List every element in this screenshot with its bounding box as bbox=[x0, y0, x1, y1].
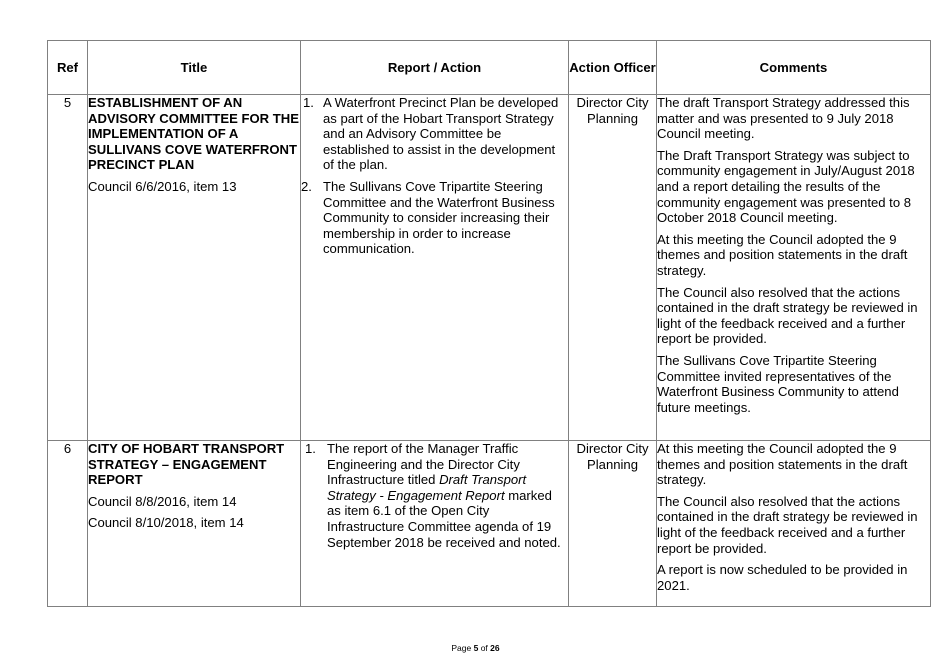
row-ref: 6 bbox=[48, 441, 88, 607]
row-comments bbox=[657, 95, 931, 441]
footer-page-number: 5 bbox=[473, 643, 479, 653]
table-row bbox=[48, 441, 931, 607]
action-text: The Sullivans Cove Tripartite Steering Committee and the Waterfront Business Community to consider increasing their membership in order to increase communication. bbox=[323, 178, 555, 257]
action-text-start: The report of the Manager Traffic Engineering and the Director City Infrastructure titled bbox=[327, 441, 520, 488]
action-number: 1. bbox=[303, 95, 314, 110]
row-action-officer: Director City Planning bbox=[569, 95, 657, 441]
table-row bbox=[48, 95, 931, 441]
row-title-cell bbox=[88, 95, 301, 441]
header-comments: Comments bbox=[657, 41, 931, 95]
action-number: 1. bbox=[305, 441, 316, 456]
row-comments bbox=[657, 441, 931, 607]
comment-paragraph: A report is now scheduled to be provided in 2021. bbox=[657, 562, 908, 593]
comment-paragraph: The Draft Transport Strategy was subject to community engagement in July/August 2018 and a report detailing the results of the community engagement was presented to 8 October 2018 Council meeting. bbox=[657, 147, 915, 226]
council-meeting-reference: Council 6/6/2016, item 13 bbox=[88, 178, 237, 194]
header-title: Title bbox=[88, 41, 301, 95]
comment-paragraph: At this meeting the Council adopted the 9 themes and position statements in the draft strategy. bbox=[657, 231, 908, 278]
action-item bbox=[301, 179, 568, 257]
footer-page-prefix: Page bbox=[451, 643, 474, 653]
row-ref: 5 bbox=[48, 95, 88, 441]
action-item bbox=[301, 441, 568, 550]
row-title-cell bbox=[88, 441, 301, 607]
action-items-table bbox=[47, 40, 931, 607]
comment-paragraph: The Sullivans Cove Tripartite Steering Committee invited representatives of the Waterfront Business Community to attend future meetings. bbox=[657, 352, 899, 415]
row-action-officer: Director City Planning bbox=[569, 441, 657, 607]
row-title: ESTABLISHMENT OF AN ADVISORY COMMITTEE FOR THE IMPLEMENTATION OF A SULLIVANS COVE WATERFRONT PRECINCT PLAN bbox=[88, 95, 299, 173]
row-report-action bbox=[301, 95, 569, 441]
comment-paragraph: The Council also resolved that the actions contained in the draft strategy be reviewed in light of the feedback received and a further report be provided. bbox=[657, 284, 918, 347]
table-header-row bbox=[48, 41, 931, 95]
action-text bbox=[327, 441, 568, 550]
comment-paragraph: At this meeting the Council adopted the 9 themes and position statements in the draft strategy. bbox=[657, 441, 908, 488]
header-action-officer: Action Officer bbox=[569, 41, 657, 95]
comment-paragraph: The Council also resolved that the actions contained in the draft strategy be reviewed in light of the feedback received and a further report be provided. bbox=[657, 493, 918, 556]
row-title: CITY OF HOBART TRANSPORT STRATEGY – ENGAGEMENT REPORT bbox=[88, 441, 285, 488]
header-ref: Ref bbox=[48, 41, 88, 95]
row-report-action bbox=[301, 441, 569, 607]
footer-page-total: 26 bbox=[490, 643, 500, 653]
page-footer bbox=[0, 643, 951, 653]
comment-paragraph: The draft Transport Strategy addressed this matter and was presented to 9 July 2018 Council meeting. bbox=[657, 95, 910, 142]
header-report-action: Report / Action bbox=[301, 41, 569, 95]
action-text-end: marked as item 6.1 of the Open City Infrastructure Committee agenda of 19 September 2018 be received and noted. bbox=[327, 487, 561, 550]
action-text: A Waterfront Precinct Plan be developed as part of the Hobart Transport Strategy and an Advisory Committee be established to assist in the development of the plan. bbox=[323, 95, 559, 173]
report-title-italic: Draft Transport Strategy - Engagement Report bbox=[327, 472, 527, 503]
footer-page-of: of bbox=[478, 643, 491, 653]
action-item bbox=[301, 95, 568, 173]
council-meeting-reference: Council 8/10/2018, item 14 bbox=[88, 515, 244, 531]
council-meeting-reference: Council 8/8/2016, item 14 bbox=[88, 493, 237, 509]
action-number: 2. bbox=[301, 178, 312, 194]
